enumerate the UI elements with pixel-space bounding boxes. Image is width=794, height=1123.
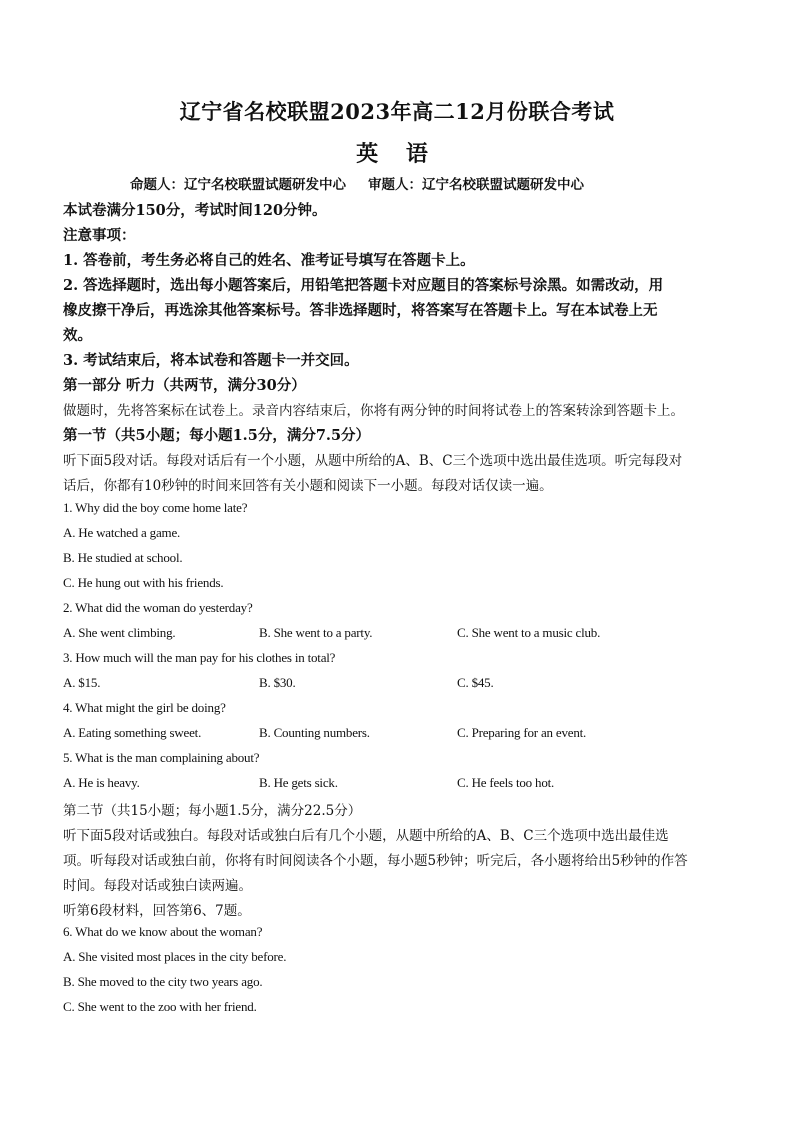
reviewer-label: 审题人：辽宁名校联盟试题研发中心	[368, 177, 584, 193]
exam-title: 辽宁省名校联盟2023年高二12月份联合考试	[179, 99, 615, 124]
q3-option-a: A. $15.	[63, 675, 101, 690]
q4-option-c: C. Preparing for an event.	[457, 725, 587, 740]
part1-instruction: 做题时，先将答案标在试卷上。录音内容结束后，你将有两分钟的时间将试卷上的答案转涂到答题卡上。	[63, 403, 684, 419]
q4-option-b: B. Counting numbers.	[259, 725, 370, 740]
notice-2-line-1: 2. 答选择题时，选出每小题答案后，用铅笔把答题卡对应题目的答案标号涂黑。如需改动，用	[63, 277, 664, 294]
q2-option-c: C. She went to a music club.	[457, 625, 601, 640]
q5-option-b: B. He gets sick.	[259, 775, 338, 790]
q3-option-c: C. $45.	[457, 675, 494, 690]
author-line	[130, 173, 584, 193]
notice-title: 注意事项：	[63, 227, 136, 244]
subject-title: 英 语	[356, 141, 438, 167]
section1-instruction-line-1: 听下面5段对话。每段对话后有一个小题，从题中所给的A、B、C三个选项中选出最佳选项。听完每段对	[63, 453, 683, 469]
score-time-line: 本试卷满分150分，考试时间120分钟。	[63, 202, 327, 219]
q1-option-c: C. He hung out with his friends.	[63, 575, 224, 590]
section2-instruction-line-1: 听下面5段对话或独白。每段对话或独白后有几个小题，从题中所给的A、B、C三个选项中选出最佳选	[63, 828, 669, 844]
q5-option-c: C. He feels too hot.	[457, 775, 555, 790]
q4-option-a: A. Eating something sweet.	[63, 725, 202, 740]
q1-option-b: B. He studied at school.	[63, 550, 183, 565]
notice-3: 3. 考试结束后，将本试卷和答题卡一并交回。	[63, 352, 359, 369]
question-3: 3. How much will the man pay for his clothes in total?	[63, 650, 336, 665]
section2-title: 第二节（共15小题；每小题1.5分，满分22.5分）	[63, 803, 362, 819]
question-1: 1. Why did the boy come home late?	[63, 500, 248, 515]
q2-option-a: A. She went climbing.	[63, 625, 176, 640]
question-4: 4. What might the girl be doing?	[63, 700, 226, 715]
q6-option-c: C. She went to the zoo with her friend.	[63, 999, 257, 1014]
material-6-prompt: 听第6段材料，回答第6、7题。	[63, 903, 251, 919]
part1-title: 第一部分 听力（共两节，满分30分）	[63, 377, 306, 394]
question-2: 2. What did the woman do yesterday?	[63, 600, 253, 615]
q2-option-b: B. She went to a party.	[259, 625, 373, 640]
section1-title: 第一节（共5小题；每小题1.5分，满分7.5分）	[63, 427, 371, 444]
author-label: 命题人：辽宁名校联盟试题研发中心	[130, 177, 346, 193]
q5-option-a: A. He is heavy.	[63, 775, 140, 790]
notice-2-line-2: 橡皮擦干净后，再选涂其他答案标号。答非选择题时，将答案写在答题卡上。写在本试卷上无	[63, 302, 658, 319]
q6-option-a: A. She visited most places in the city before.	[63, 949, 287, 964]
q3-option-b: B. $30.	[259, 675, 296, 690]
question-5: 5. What is the man complaining about?	[63, 750, 260, 765]
question-6: 6. What do we know about the woman?	[63, 924, 263, 939]
section2-instruction-line-2: 项。听每段对话或独白前，你将有时间阅读各个小题，每小题5秒钟；听完后，各小题将给出5秒钟的作答	[63, 853, 688, 869]
section1-instruction-line-2: 话后，你都有10秒钟的时间来回答有关小题和阅读下一小题。每段对话仅读一遍。	[63, 478, 553, 494]
q1-option-a: A. He watched a game.	[63, 525, 181, 540]
notice-2-line-3: 效。	[63, 327, 92, 344]
q6-option-b: B. She moved to the city two years ago.	[63, 974, 263, 989]
section2-instruction-line-3: 时间。每段对话或独白读两遍。	[63, 878, 252, 894]
notice-1: 1. 答卷前，考生务必将自己的姓名、准考证号填写在答题卡上。	[63, 252, 475, 269]
